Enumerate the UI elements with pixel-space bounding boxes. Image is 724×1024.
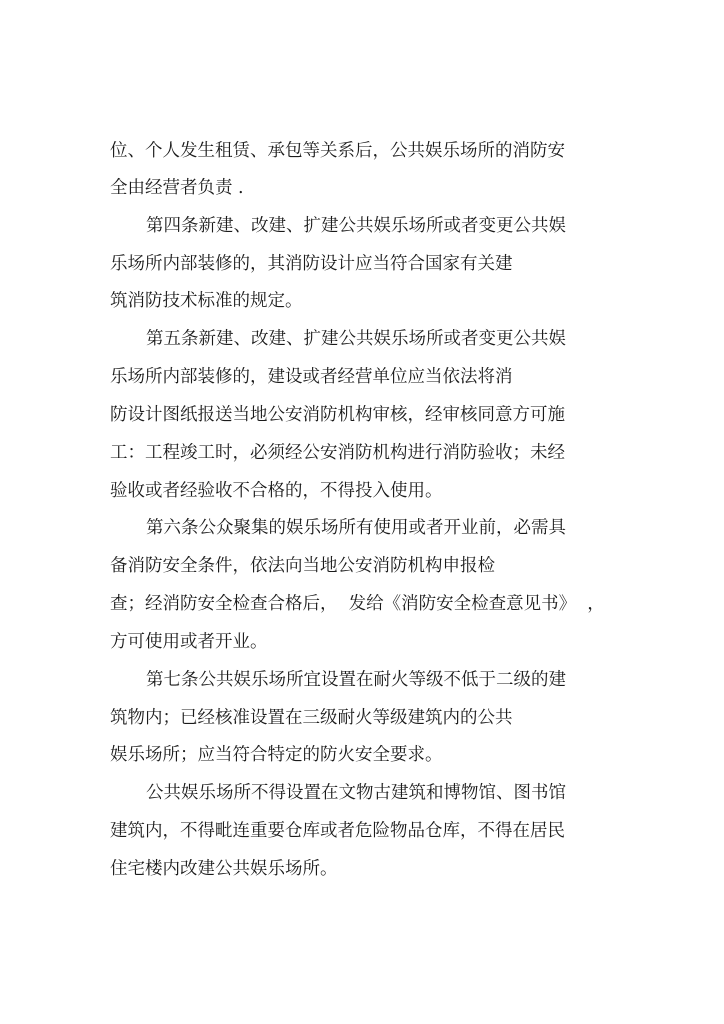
text-line-17: 娱乐场所；应当符合特定的防火安全要求。 (110, 745, 443, 765)
text-line-6: 第五条新建、改建、扩建公共娱乐场所或者变更公共娱 (146, 329, 566, 349)
text-line-4: 乐场所内部装修的，其消防设计应当符合国家有关建 (110, 254, 513, 274)
text-line-9: 工：工程竣工时，必须经公安消防机构进行消防验收；未经 (110, 443, 565, 463)
text-line-20: 住宅楼内改建公共娱乐场所。 (110, 859, 338, 879)
text-line-2: 全由经营者负责 . (110, 178, 244, 198)
text-line-10: 验收或者经验收不合格的，不得投入使用。 (110, 481, 443, 501)
text-line-12: 备消防安全条件，依法向当地公安消防机构申报检 (110, 556, 495, 576)
text-line-3: 第四条新建、改建、扩建公共娱乐场所或者变更公共娱 (146, 216, 566, 236)
text-line-18: 公共娱乐场所不得设置在文物古建筑和博物馆、图书馆 (146, 783, 566, 803)
text-line-8: 防设计图纸报送当地公安消防机构审核，经审核同意方可施 (110, 405, 565, 425)
text-line-14: 方可使用或者开业。 (110, 632, 268, 652)
text-line-5: 筑消防技术标准的规定。 (110, 291, 303, 311)
text-line-11: 第六条公众聚集的娱乐场所有使用或者开业前，必需具 (146, 518, 566, 538)
text-line-1: 位、个人发生租赁、承包等关系后，公共娱乐场所的消防安 (110, 141, 565, 161)
text-line-16: 筑物内；已经核准设置在三级耐火等级建筑内的公共 (110, 708, 513, 728)
text-line-19: 建筑内，不得毗连重要仓库或者危险物品仓库，不得在居民 (110, 821, 565, 841)
text-line-7: 乐场所内部装修的，建设或者经营单位应当依法将消 (110, 367, 513, 387)
text-line-13: 查；经消防安全检查合格后， 发给《消防安全检查意见书》 ， (110, 594, 605, 614)
text-line-15: 第七条公共娱乐场所宜设置在耐火等级不低于二级的建 (146, 670, 566, 690)
